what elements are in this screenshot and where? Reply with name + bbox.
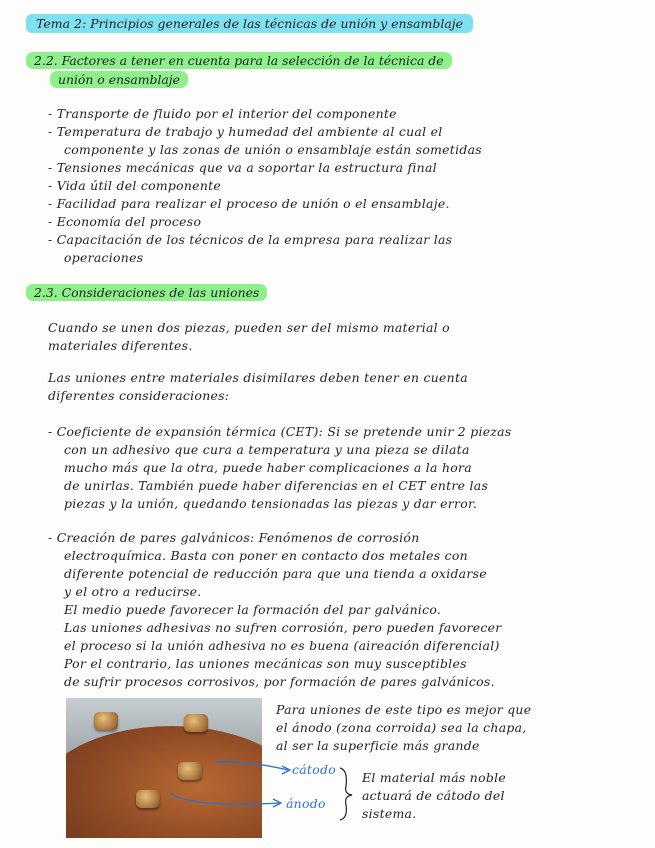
galvanic-line: electroquímica. Basta con poner en contacto dos metales con (64, 548, 468, 563)
cet-line: mucho más que la otra, puede haber complicaciones a la hora (64, 460, 472, 475)
factor-item: - Facilidad para realizar el proceso de unión o el ensamblaje. (48, 196, 450, 211)
photo-note-line: al ser la superficie más grande (276, 738, 480, 753)
factor-item-cont: componente y las zonas de unión o ensamblaje están sometidas (64, 142, 482, 157)
factor-item: - Transporte de fluido por el interior del componente (48, 106, 397, 121)
page-title: Tema 2: Principios generales de las técnicas de unión y ensamblaje (26, 14, 473, 33)
paragraph-line: materiales diferentes. (48, 338, 193, 353)
factor-item: - Economía del proceso (48, 214, 202, 229)
galvanic-line: el proceso si la unión adhesiva no es buena (aireación diferencial) (64, 638, 500, 653)
section-2-2-heading-line2: unión o ensamblaje (50, 71, 188, 88)
cet-line: con un adhesivo que cura a temperatura y una pieza se dilata (64, 442, 470, 457)
cet-line: piezas y la unión, quedando tensionadas las piezas y dar error. (64, 496, 478, 511)
noble-note-line: actuará de cátodo del (362, 788, 505, 803)
galvanic-line: diferente potencial de reducción para que una tienda a oxidarse (64, 566, 487, 581)
noble-note-line: sistema. (362, 806, 417, 821)
factor-item: - Temperatura de trabajo y humedad del ambiente al cual el (48, 124, 443, 139)
photo-note-line: el ánodo (zona corroida) sea la chapa, (276, 720, 527, 735)
galvanic-line: Por el contrario, las uniones mecánicas son muy susceptibles (64, 656, 467, 671)
paragraph-line: Las uniones entre materiales disimilares deben tener en cuenta (48, 370, 468, 385)
section-2-3-heading: 2.3. Consideraciones de las uniones (26, 284, 267, 301)
galvanic-line: y el otro a reducirse. (64, 584, 202, 599)
paragraph-line: diferentes consideraciones: (48, 388, 230, 403)
noble-note-line: El material más noble (362, 770, 506, 785)
cathode-label: cátodo (292, 762, 336, 777)
cathode-arrow (215, 762, 288, 770)
factor-item: - Tensiones mecánicas que va a soportar la estructura final (48, 160, 437, 175)
factor-item: - Capacitación de los técnicos de la empresa para realizar las (48, 232, 453, 247)
galvanic-line: El medio puede favorecer la formación del par galvánico. (64, 602, 442, 617)
brace-icon (340, 768, 352, 820)
section-2-2-heading-line1: 2.2. Factores a tener en cuenta para la selección de la técnica de (26, 52, 452, 69)
galvanic-line: - Creación de pares galvánicos: Fenómenos de corrosión (48, 530, 420, 545)
galvanic-line: Las uniones adhesivas no sufren corrosión, pero pueden favorecer (64, 620, 502, 635)
cet-line: de unirlas. También puede haber diferencias en el CET entre las (64, 478, 489, 493)
photo-note-line: Para uniones de este tipo es mejor que (276, 702, 532, 717)
anode-arrow (170, 793, 280, 804)
cet-line: - Coeficiente de expansión térmica (CET): Si se pretende unir 2 piezas (48, 424, 512, 439)
factor-item-cont: operaciones (64, 250, 144, 265)
paragraph-line: Cuando se unen dos piezas, pueden ser del mismo material o (48, 320, 450, 335)
galvanic-line: de sufrir procesos corrosivos, por formación de pares galvánicos. (64, 674, 495, 689)
factor-item: - Vida útil del componente (48, 178, 222, 193)
anode-label: ánodo (286, 796, 326, 811)
